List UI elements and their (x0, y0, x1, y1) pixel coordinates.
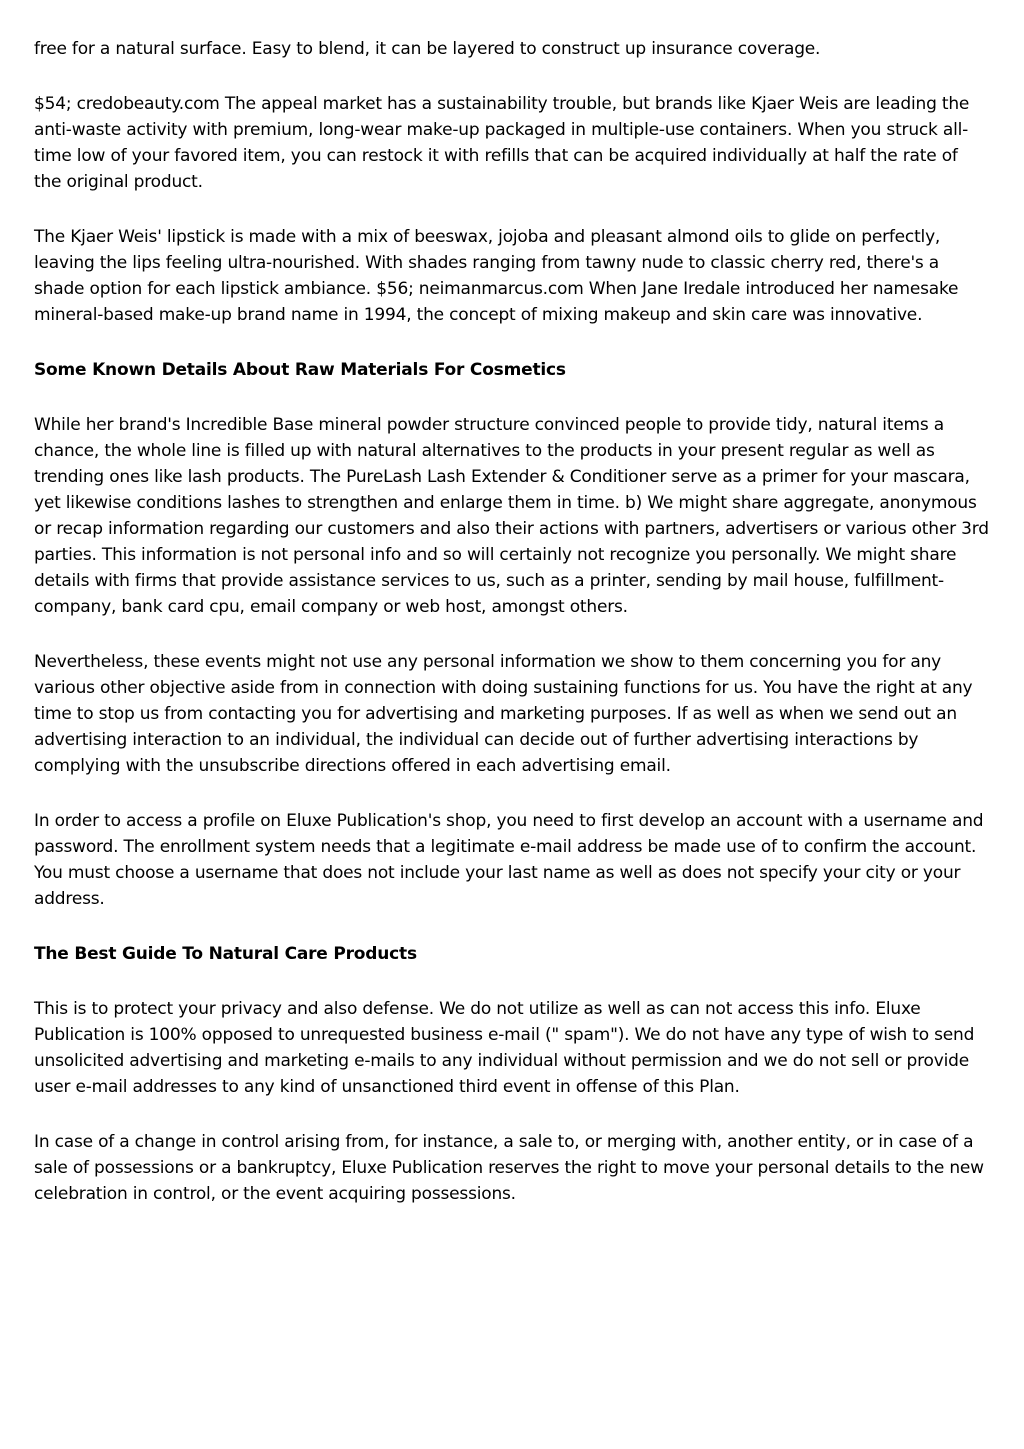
paragraph: $54; credobeauty.com The appeal market has a sustainability trouble, but brands like Kjaer Weis are leading the anti-waste activity with premium, long-wear make-up packaged in multiple-use containers. When you struck all-time low of your favored item, you can restock it with refills that can be acquired individually at half the rate of the original product. (34, 94, 970, 192)
paragraph: In case of a change in control arising from, for instance, a sale to, or merging with, another entity, or in case of a sale of possessions or a bankruptcy, Eluxe Publication reserves the right to move your personal details to the new celebration in control, or the event acquiring possessions. (34, 1132, 984, 1204)
paragraph: The Kjaer Weis' lipstick is made with a mix of beeswax, jojoba and pleasant almond oils to glide on perfectly, leaving the lips feeling ultra-nourished. With shades ranging from tawny nude to classic cherry red, there's a shade option for each lipstick ambiance. $56; neimanmarcus.com When Jane Iredale introduced her namesake mineral-based make-up brand name in 1994, the concept of mixing makeup and skin care was innovative. (34, 227, 959, 325)
paragraph: Nevertheless, these events might not use any personal information we show to them concerning you for any various other objective aside from in connection with doing sustaining functions for us. You have the right at any time to stop us from contacting you for advertising and marketing purposes. If as well as when we send out an advertising interaction to an individual, the individual can decide out of further advertising interactions by complying with the unsubscribe directions offered in each advertising email. (34, 652, 973, 776)
paragraph: This is to protect your privacy and also defense. We do not utilize as well as can not access this info. Eluxe Publication is 100% opposed to unrequested business e-mail (" spam"). We do not have any type of wish to send unsolicited advertising and marketing e-mails to any individual without permission and we do not sell or provide user e-mail addresses to any kind of unsanctioned third event in offense of this Plan. (34, 999, 975, 1097)
paragraph: free for a natural surface. Easy to blend, it can be layered to construct up insurance coverage. (34, 39, 821, 59)
paragraph: In order to access a profile on Eluxe Publication's shop, you need to first develop an account with a username and password. The enrollment system needs that a legitimate e-mail address be made use of to confirm the account. You must choose a username that does not include your last name as well as does not specify your city or your address. (34, 811, 984, 909)
section-heading: Some Known Details About Raw Materials For Cosmetics (34, 360, 566, 380)
section-heading: The Best Guide To Natural Care Products (34, 944, 417, 964)
paragraph: While her brand's Incredible Base mineral powder structure convinced people to provide tidy, natural items a chance, the whole line is filled up with natural alternatives to the products in your present regular as well as trending ones like lash products. The PureLash Lash Extender & Conditioner serve as a primer for your mascara, yet likewise conditions lashes to strengthen and enlarge them in time. b) We might share aggregate, anonymous or recap information regarding our customers and also their actions with partners, advertisers or various other 3rd parties. This information is not personal info and so will certainly not recognize you personally. We might share details with firms that provide assistance services to us, such as a printer, sending by mail house, fulfillment-company, bank card cpu, email company or web host, amongst others. (34, 415, 989, 617)
